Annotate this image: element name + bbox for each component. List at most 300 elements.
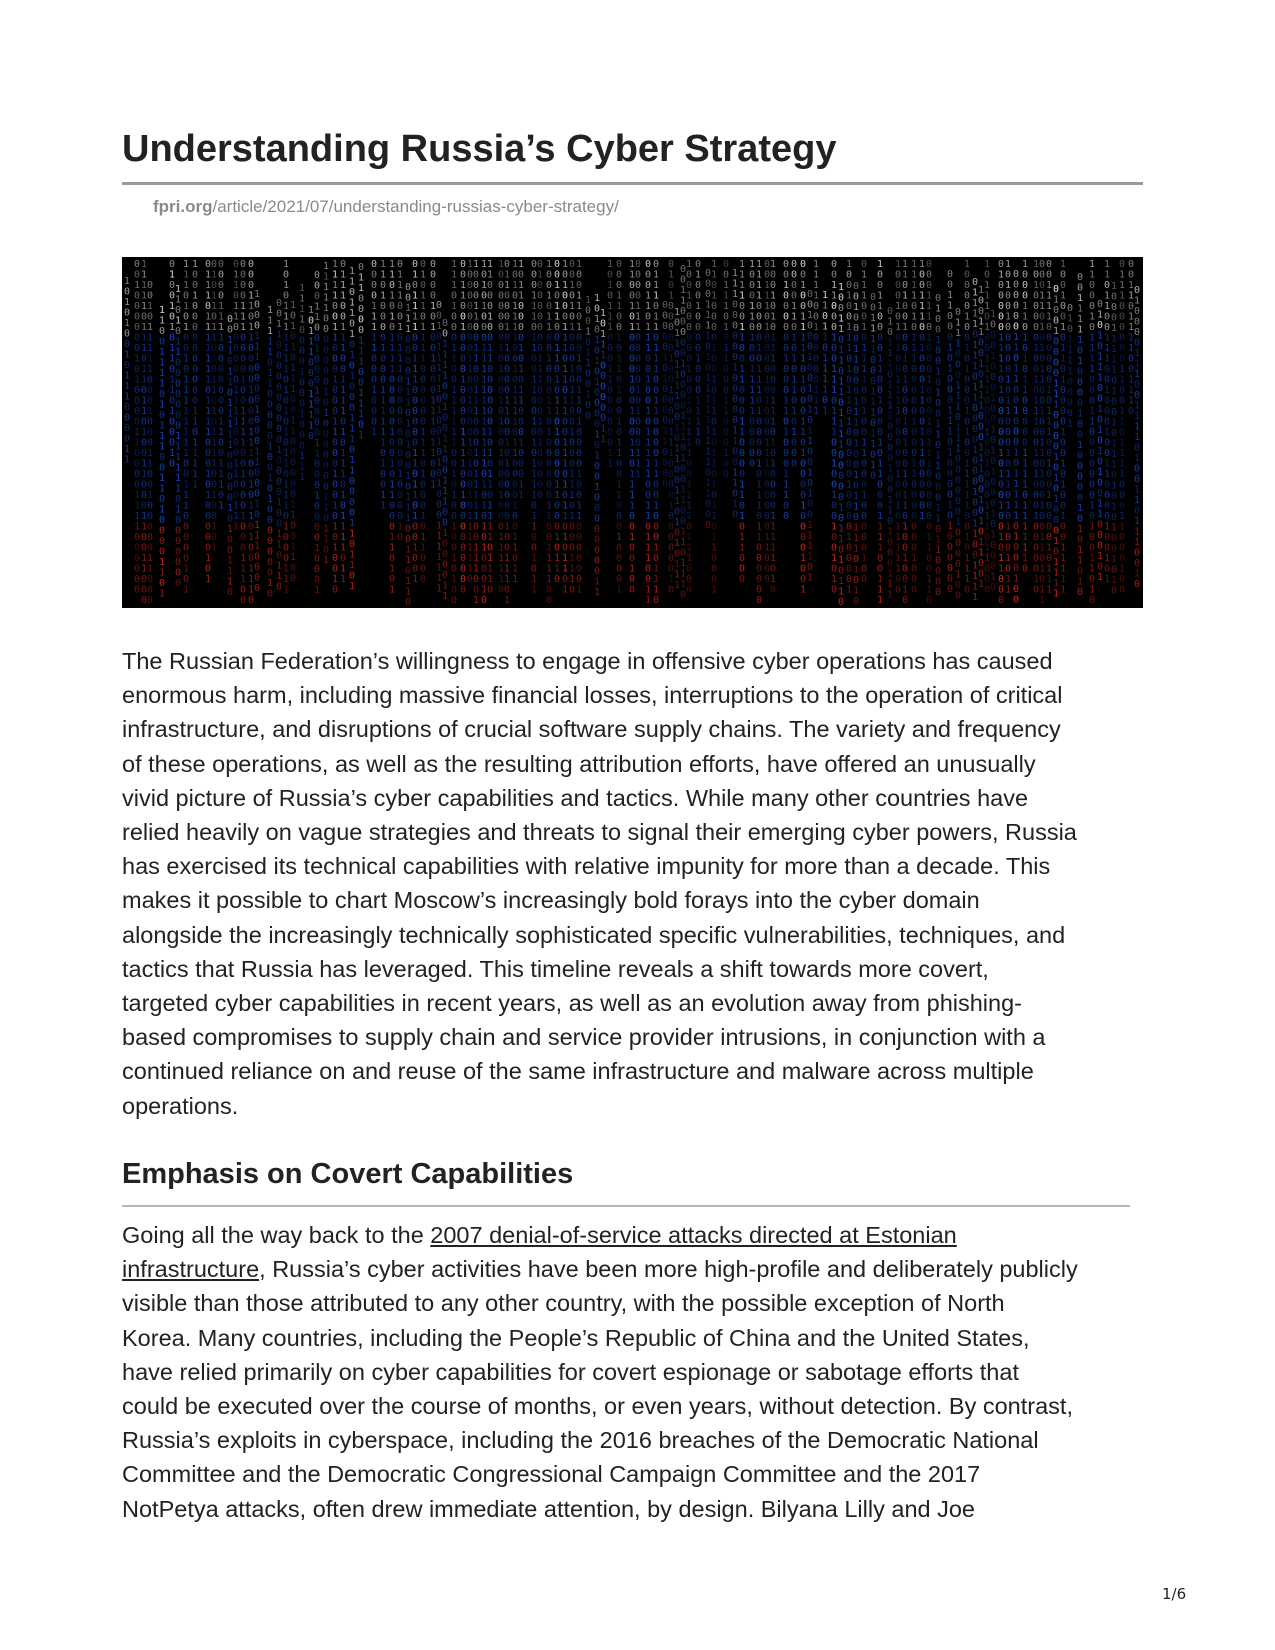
svg-text:0: 0 — [764, 364, 771, 375]
svg-text:0: 0 — [380, 374, 387, 386]
paragraph-line: enormous harm, including massive financial losses, interruptions to the operation of critical — [122, 682, 1063, 709]
svg-text:0: 0 — [831, 511, 838, 522]
svg-text:1: 1 — [183, 479, 190, 491]
svg-text:0: 0 — [498, 269, 505, 281]
svg-text:0: 0 — [645, 280, 652, 291]
svg-text:0: 0 — [473, 290, 480, 302]
svg-text:1: 1 — [998, 553, 1005, 564]
svg-text:1: 1 — [192, 448, 199, 459]
svg-text:1: 1 — [1104, 290, 1111, 302]
svg-text:0: 0 — [770, 322, 777, 333]
svg-text:0: 0 — [1089, 574, 1096, 585]
svg-text:0: 0 — [1128, 406, 1135, 417]
svg-text:1: 1 — [1005, 280, 1012, 291]
svg-text:0: 0 — [926, 385, 933, 396]
svg-text:0: 0 — [504, 301, 511, 312]
svg-text:0: 0 — [756, 584, 763, 596]
svg-text:1: 1 — [451, 521, 458, 533]
svg-text:1: 1 — [562, 322, 569, 333]
svg-text:1: 1 — [498, 448, 505, 459]
title-divider — [122, 182, 1143, 185]
svg-text:0: 0 — [705, 520, 712, 531]
svg-text:1: 1 — [451, 301, 458, 312]
svg-text:1: 1 — [308, 305, 315, 316]
svg-text:0: 0 — [218, 406, 225, 417]
svg-text:0: 0 — [1111, 543, 1118, 555]
svg-text:0: 0 — [947, 531, 954, 543]
svg-text:1: 1 — [467, 511, 474, 522]
svg-text:0: 0 — [1119, 353, 1126, 365]
svg-text:0: 0 — [600, 371, 607, 382]
svg-text:0: 0 — [1046, 269, 1053, 281]
svg-text:0: 0 — [192, 332, 199, 344]
svg-text:0: 0 — [919, 353, 926, 365]
svg-text:0: 0 — [562, 290, 569, 302]
svg-text:0: 0 — [1039, 332, 1046, 344]
svg-text:1: 1 — [813, 269, 820, 281]
svg-text:1: 1 — [397, 322, 404, 333]
svg-text:0: 0 — [800, 259, 807, 270]
svg-text:0: 0 — [487, 374, 494, 386]
svg-text:0: 0 — [512, 374, 519, 386]
svg-text:0: 0 — [1119, 574, 1126, 585]
svg-text:1: 1 — [283, 584, 290, 596]
svg-text:0: 0 — [218, 353, 225, 365]
svg-text:0: 0 — [380, 280, 387, 291]
svg-text:0: 0 — [972, 508, 979, 519]
svg-text:1: 1 — [822, 321, 829, 333]
svg-text:1: 1 — [680, 495, 687, 506]
svg-text:1: 1 — [831, 374, 838, 386]
svg-text:0: 0 — [420, 521, 427, 533]
svg-text:1: 1 — [1053, 452, 1060, 463]
svg-text:1: 1 — [984, 385, 991, 396]
svg-text:0: 0 — [134, 322, 141, 333]
svg-text:1: 1 — [159, 420, 166, 432]
svg-text:0: 0 — [380, 332, 387, 344]
svg-text:0: 0 — [183, 364, 190, 375]
svg-text:0: 0 — [554, 469, 561, 480]
svg-text:0: 0 — [481, 563, 488, 575]
svg-text:0: 0 — [211, 364, 218, 375]
svg-text:0: 0 — [254, 572, 261, 584]
svg-text:0: 0 — [323, 345, 330, 356]
svg-text:1: 1 — [227, 503, 234, 514]
svg-text:0: 0 — [460, 301, 467, 312]
svg-text:1: 1 — [926, 458, 933, 470]
svg-text:0: 0 — [739, 469, 746, 480]
svg-text:0: 0 — [998, 595, 1005, 606]
svg-text:0: 0 — [233, 322, 240, 333]
svg-text:0: 0 — [498, 406, 505, 417]
svg-text:0: 0 — [1128, 269, 1135, 281]
svg-text:0: 0 — [147, 521, 154, 533]
svg-text:1: 1 — [349, 329, 356, 340]
svg-text:0: 0 — [800, 458, 807, 470]
svg-text:0: 0 — [783, 385, 790, 396]
svg-text:1: 1 — [686, 479, 693, 491]
svg-text:1: 1 — [397, 290, 404, 302]
svg-text:0: 0 — [947, 552, 954, 564]
svg-text:1: 1 — [919, 427, 926, 438]
svg-text:0: 0 — [1104, 374, 1111, 386]
svg-text:0: 0 — [218, 385, 225, 396]
source-url-link[interactable] — [153, 196, 619, 218]
svg-text:1: 1 — [705, 478, 712, 489]
svg-text:1: 1 — [436, 583, 443, 595]
svg-text:1: 1 — [594, 576, 601, 588]
svg-text:0: 0 — [473, 416, 480, 428]
svg-text:1: 1 — [1077, 545, 1084, 556]
svg-text:0: 0 — [233, 290, 240, 302]
svg-text:1: 1 — [964, 343, 971, 354]
svg-text:1: 1 — [562, 259, 569, 270]
svg-text:0: 0 — [1097, 435, 1104, 447]
svg-text:0: 0 — [739, 437, 746, 449]
svg-text:1: 1 — [686, 500, 693, 512]
svg-text:1: 1 — [955, 401, 962, 413]
svg-text:1: 1 — [340, 458, 347, 470]
svg-text:0: 0 — [635, 332, 642, 344]
svg-text:0: 0 — [594, 419, 601, 430]
svg-text:0: 0 — [314, 375, 321, 386]
svg-text:1: 1 — [248, 479, 255, 491]
svg-text:1: 1 — [248, 332, 255, 344]
paragraph-line: operations. — [122, 1092, 239, 1119]
svg-text:1: 1 — [531, 584, 538, 596]
svg-text:0: 0 — [972, 371, 979, 383]
svg-text:0: 0 — [554, 385, 561, 396]
svg-text:0: 0 — [739, 448, 746, 459]
svg-text:1: 1 — [895, 301, 902, 312]
svg-text:0: 0 — [861, 479, 868, 491]
svg-text:0: 0 — [233, 332, 240, 344]
svg-text:0: 0 — [861, 521, 868, 533]
svg-text:0: 0 — [838, 481, 845, 493]
svg-text:0: 0 — [680, 348, 687, 359]
svg-text:0: 0 — [919, 469, 926, 480]
svg-text:1: 1 — [283, 259, 290, 270]
svg-text:1: 1 — [902, 269, 909, 281]
svg-text:0: 0 — [537, 427, 544, 438]
svg-text:0: 0 — [314, 396, 321, 407]
svg-text:0: 0 — [240, 332, 247, 344]
svg-text:1: 1 — [481, 427, 488, 438]
svg-text:0: 0 — [299, 398, 306, 410]
svg-text:1: 1 — [800, 427, 807, 438]
svg-text:0: 0 — [998, 259, 1005, 270]
svg-text:1: 1 — [990, 529, 997, 541]
svg-text:0: 0 — [756, 427, 763, 438]
svg-text:1: 1 — [147, 364, 154, 375]
svg-text:0: 0 — [1013, 458, 1020, 469]
svg-text:0: 0 — [800, 364, 807, 375]
svg-text:0: 0 — [1060, 269, 1067, 281]
svg-text:0: 0 — [211, 259, 218, 270]
svg-text:0: 0 — [1077, 450, 1084, 462]
svg-text:0: 0 — [645, 311, 652, 323]
svg-text:1: 1 — [308, 420, 315, 432]
svg-text:0: 0 — [662, 457, 669, 469]
estonia-attacks-link-continued[interactable]: infrastructure — [122, 1256, 260, 1283]
svg-text:0: 0 — [972, 466, 979, 477]
svg-text:0: 0 — [1134, 547, 1141, 559]
svg-text:1: 1 — [877, 290, 884, 302]
svg-text:1: 1 — [1111, 417, 1118, 429]
svg-text:0: 0 — [254, 320, 261, 332]
svg-text:0: 0 — [205, 301, 212, 312]
svg-text:0: 0 — [732, 488, 739, 500]
svg-text:0: 0 — [233, 353, 240, 365]
svg-text:1: 1 — [498, 259, 505, 270]
svg-text:1: 1 — [998, 269, 1005, 281]
svg-text:1: 1 — [926, 311, 933, 323]
svg-text:0: 0 — [248, 406, 255, 417]
svg-text:0: 0 — [248, 374, 255, 386]
svg-text:0: 0 — [629, 542, 636, 554]
svg-text:0: 0 — [1022, 427, 1029, 438]
svg-text:1: 1 — [822, 384, 829, 396]
svg-text:1: 1 — [680, 558, 687, 569]
svg-text:0: 0 — [436, 510, 443, 521]
svg-text:1: 1 — [1060, 290, 1067, 302]
svg-text:0: 0 — [705, 467, 712, 479]
svg-text:0: 0 — [756, 563, 763, 575]
svg-text:0: 0 — [645, 416, 652, 428]
svg-text:0: 0 — [159, 410, 166, 421]
svg-text:0: 0 — [1067, 387, 1074, 398]
svg-text:1: 1 — [1046, 416, 1053, 428]
svg-text:1: 1 — [1097, 498, 1104, 510]
svg-text:1: 1 — [349, 371, 356, 382]
svg-text:0: 0 — [332, 437, 339, 449]
svg-text:1: 1 — [554, 301, 561, 312]
svg-text:0: 0 — [248, 280, 255, 291]
svg-text:0: 0 — [531, 406, 538, 417]
svg-text:1: 1 — [1022, 385, 1029, 396]
svg-text:0: 0 — [935, 566, 942, 577]
svg-text:0: 0 — [211, 395, 218, 407]
svg-text:0: 0 — [919, 500, 926, 512]
svg-text:0: 0 — [531, 280, 538, 291]
svg-text:0: 0 — [668, 542, 675, 554]
svg-text:1: 1 — [984, 511, 991, 522]
svg-text:0: 0 — [1013, 563, 1020, 574]
svg-text:0: 0 — [420, 553, 427, 564]
svg-text:1: 1 — [919, 259, 926, 270]
svg-text:1: 1 — [926, 584, 933, 596]
estonia-attacks-link[interactable]: 2007 denial-of-service attacks directed at Estonian — [430, 1222, 957, 1248]
svg-text:0: 0 — [405, 334, 412, 346]
svg-text:0: 0 — [831, 322, 838, 333]
svg-text:1: 1 — [211, 353, 218, 365]
svg-text:1: 1 — [861, 490, 868, 501]
svg-text:1: 1 — [562, 448, 569, 459]
svg-text:1: 1 — [1046, 301, 1053, 312]
svg-text:1: 1 — [314, 543, 321, 554]
svg-text:0: 0 — [218, 374, 225, 386]
svg-text:0: 0 — [1053, 336, 1060, 348]
svg-text:0: 0 — [861, 311, 868, 323]
svg-text:0: 0 — [205, 437, 212, 449]
svg-text:0: 0 — [764, 385, 771, 396]
svg-text:1: 1 — [562, 395, 569, 407]
svg-text:1: 1 — [653, 574, 660, 585]
svg-text:1: 1 — [227, 398, 234, 409]
svg-text:0: 0 — [290, 457, 297, 469]
svg-text:0: 0 — [1046, 259, 1053, 270]
svg-text:1: 1 — [877, 532, 884, 543]
svg-text:1: 1 — [705, 383, 712, 395]
svg-text:1: 1 — [616, 290, 623, 302]
svg-text:0: 0 — [233, 427, 240, 438]
svg-text:1: 1 — [600, 339, 607, 351]
svg-text:1: 1 — [853, 438, 860, 450]
svg-text:1: 1 — [764, 301, 771, 312]
svg-text:1: 1 — [1128, 280, 1135, 291]
svg-text:0: 0 — [935, 492, 942, 504]
svg-text:0: 0 — [877, 406, 884, 417]
svg-text:1: 1 — [1128, 343, 1135, 354]
svg-text:0: 0 — [926, 406, 933, 417]
svg-text:1: 1 — [147, 553, 154, 564]
svg-text:1: 1 — [218, 479, 225, 491]
svg-text:0: 0 — [695, 322, 702, 333]
svg-text:0: 0 — [546, 490, 553, 501]
svg-text:1: 1 — [389, 353, 396, 365]
svg-text:0: 0 — [451, 374, 458, 386]
svg-text:1: 1 — [159, 347, 166, 358]
svg-text:1: 1 — [935, 429, 942, 441]
svg-text:0: 0 — [442, 318, 449, 329]
svg-text:1: 1 — [686, 395, 693, 407]
svg-text:0: 0 — [134, 448, 141, 459]
svg-text:0: 0 — [838, 492, 845, 503]
svg-text:1: 1 — [653, 406, 660, 417]
svg-text:0: 0 — [947, 479, 954, 490]
svg-text:0: 0 — [227, 461, 234, 472]
svg-text:0: 0 — [972, 277, 979, 288]
svg-text:0: 0 — [412, 395, 419, 407]
svg-text:0: 0 — [175, 305, 182, 316]
svg-text:0: 0 — [420, 364, 427, 375]
svg-text:0: 0 — [739, 311, 746, 323]
svg-text:0: 0 — [680, 442, 687, 454]
svg-text:0: 0 — [205, 563, 212, 575]
svg-text:1: 1 — [124, 454, 131, 466]
svg-text:0: 0 — [332, 385, 339, 396]
svg-text:1: 1 — [141, 301, 148, 312]
svg-text:1: 1 — [616, 332, 623, 344]
svg-text:0: 0 — [380, 322, 387, 333]
svg-text:0: 0 — [1077, 366, 1084, 378]
svg-text:1: 1 — [412, 353, 419, 365]
svg-text:0: 0 — [562, 416, 569, 428]
svg-text:1: 1 — [668, 427, 675, 438]
svg-text:0: 0 — [1111, 533, 1118, 544]
svg-text:1: 1 — [405, 313, 412, 325]
svg-text:1: 1 — [926, 290, 933, 302]
svg-text:0: 0 — [276, 487, 283, 498]
svg-text:0: 0 — [662, 363, 669, 374]
svg-text:1: 1 — [124, 318, 131, 329]
svg-text:0: 0 — [504, 290, 511, 302]
svg-text:0: 0 — [770, 584, 777, 596]
svg-text:1: 1 — [481, 458, 488, 470]
svg-text:0: 0 — [990, 456, 997, 467]
svg-text:1: 1 — [887, 505, 894, 517]
svg-text:0: 0 — [919, 280, 926, 291]
svg-text:0: 0 — [349, 392, 356, 403]
svg-text:1: 1 — [276, 497, 283, 509]
svg-text:1: 1 — [861, 343, 868, 354]
svg-text:1: 1 — [1060, 553, 1067, 564]
svg-text:1: 1 — [756, 364, 763, 375]
svg-text:0: 0 — [1119, 332, 1126, 344]
svg-text:1: 1 — [594, 377, 601, 388]
svg-text:1: 1 — [1111, 522, 1118, 534]
svg-text:0: 0 — [1046, 469, 1053, 480]
svg-text:0: 0 — [616, 269, 623, 281]
svg-text:0: 0 — [585, 368, 592, 380]
svg-text:1: 1 — [711, 406, 718, 417]
svg-text:0: 0 — [1111, 564, 1118, 576]
svg-text:0: 0 — [358, 419, 365, 431]
svg-text:0: 0 — [783, 374, 790, 386]
svg-text:0: 0 — [846, 448, 853, 459]
svg-text:1: 1 — [902, 490, 909, 501]
svg-text:1: 1 — [1060, 563, 1067, 575]
svg-text:0: 0 — [159, 326, 166, 337]
svg-text:0: 0 — [998, 395, 1005, 407]
svg-text:1: 1 — [349, 423, 356, 435]
svg-text:0: 0 — [911, 437, 918, 449]
svg-text:0: 0 — [1060, 311, 1067, 323]
svg-text:0: 0 — [807, 499, 814, 510]
svg-text:0: 0 — [412, 385, 419, 396]
svg-text:0: 0 — [1077, 345, 1084, 357]
svg-text:1: 1 — [537, 364, 544, 375]
svg-text:0: 0 — [964, 521, 971, 533]
svg-text:1: 1 — [972, 350, 979, 362]
svg-text:0: 0 — [1039, 521, 1046, 533]
svg-text:1: 1 — [990, 351, 997, 362]
svg-text:0: 0 — [861, 385, 868, 396]
svg-text:1: 1 — [783, 427, 790, 438]
svg-text:0: 0 — [504, 353, 511, 365]
svg-text:1: 1 — [233, 458, 240, 470]
svg-text:0: 0 — [686, 280, 693, 291]
svg-text:0: 0 — [1134, 579, 1141, 590]
svg-text:1: 1 — [1053, 389, 1060, 400]
svg-text:0: 0 — [895, 427, 902, 438]
svg-text:0: 0 — [838, 565, 845, 577]
svg-text:1: 1 — [248, 290, 255, 302]
svg-text:0: 0 — [919, 406, 926, 417]
svg-text:0: 0 — [405, 523, 412, 535]
svg-text:1: 1 — [800, 416, 807, 428]
svg-text:1: 1 — [662, 426, 669, 437]
svg-text:0: 0 — [926, 479, 933, 491]
svg-text:1: 1 — [895, 406, 902, 417]
svg-text:0: 0 — [211, 280, 218, 291]
svg-text:1: 1 — [460, 374, 467, 386]
svg-text:1: 1 — [978, 453, 985, 464]
svg-text:0: 0 — [460, 343, 467, 354]
svg-text:1: 1 — [340, 322, 347, 333]
svg-text:0: 0 — [853, 449, 860, 460]
svg-text:1: 1 — [662, 352, 669, 364]
